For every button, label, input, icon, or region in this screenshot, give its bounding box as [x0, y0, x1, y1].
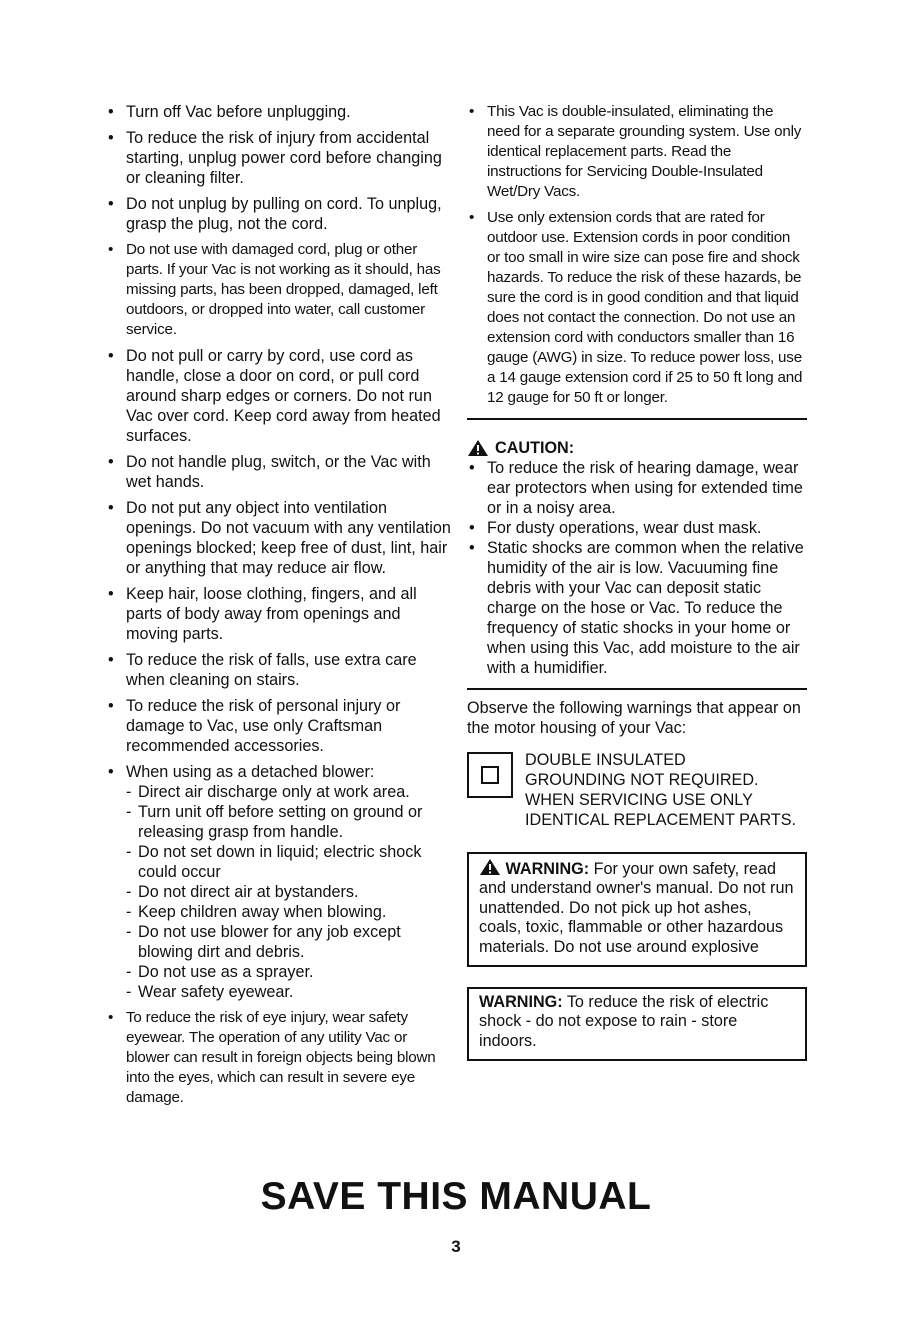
sublist-item: - Do not direct air at bystanders.: [126, 882, 451, 902]
double-insulated-icon: [467, 752, 513, 798]
list-item: • Keep hair, loose clothing, fingers, and all parts of body away from openings and moving parts.: [106, 584, 451, 644]
sublist-item: - Do not set down in liquid; electric shock could occur: [126, 842, 451, 882]
observe-text: Observe the following warnings that appear on the motor housing of your Vac:: [467, 699, 801, 737]
warning-text: To reduce the risk of electric shock - do not expose to rain - store indoors.: [479, 993, 769, 1050]
sublist-item: - Direct air discharge only at work area.: [126, 782, 451, 802]
list-item: • Turn off Vac before unplugging.: [106, 102, 451, 122]
warning-triangle-icon: [467, 439, 489, 457]
shock-warning-box: [467, 987, 807, 1061]
right-column: [467, 102, 807, 1061]
warning-box: [467, 852, 807, 967]
blower-intro: • When using as a detached blower:: [126, 763, 375, 781]
sublist-item: - Do not use blower for any job except blowing dirt and debris.: [126, 922, 451, 962]
safety-list: [106, 102, 451, 1108]
warning-label: WARNING:: [479, 993, 563, 1012]
list-item: • To reduce the risk of injury from accidental starting, unplug power cord before changing or cleaning filter.: [106, 128, 451, 188]
list-item: • Do not use with damaged cord, plug or other parts. If your Vac is not working as it should, has missing parts, has been dropped, damaged, left outdoors, or dropped into water, call customer service.: [106, 240, 451, 340]
sublist-item: - Turn unit off before setting on ground or releasing grasp from handle.: [126, 802, 451, 842]
left-column: [106, 102, 451, 1114]
sublist-item: - Do not use as a sprayer.: [126, 962, 451, 982]
list-item: • Use only extension cords that are rated for outdoor use. Extension cords in poor condition or too small in wire size can pose fire and shock hazards. To reduce the risk of these hazards, be sure the cord is in good condition and that liquid does not contact the connection. Do not use an extension cord with conductors smaller than 16 gauge (AWG) in size. To reduce power loss, use a 14 gauge extension cord if 25 to 50 ft long and 12 gauge for 50 ft or longer.: [467, 208, 807, 408]
warning-text: For your own safety, read and understand owner's manual. Do not run unattended. Do not pick up hot ashes, coals, toxic, flammable or other hazardous materials. Do not use around explosive: [479, 860, 794, 956]
sublist-item: - Wear safety eyewear.: [126, 982, 451, 1002]
warning-label: WARNING:: [505, 860, 590, 878]
list-item: • This Vac is double-insulated, eliminating the need for a separate grounding system. Use only identical replacement parts. Read the instructions for Servicing Double-Insulated Wet/Dry Vacs.: [467, 102, 807, 202]
caution-label: CAUTION:: [495, 439, 575, 457]
list-item: • To reduce the risk of falls, use extra care when cleaning on stairs.: [106, 650, 451, 690]
list-item: • To reduce the risk of hearing damage, wear ear protectors when using for extended time or in a noisy area.: [467, 458, 807, 518]
caution-heading: [467, 438, 807, 458]
divider: [467, 688, 807, 690]
list-item: • For dusty operations, wear dust mask.: [467, 518, 807, 538]
double-insulated-text: DOUBLE INSULATED GROUNDING NOT REQUIRED. WHEN SERVICING USE ONLY IDENTICAL REPLACEMENT PARTS.: [525, 751, 797, 829]
list-item: • To reduce the risk of personal injury or damage to Vac, use only Craftsman recommended accessories.: [106, 696, 451, 756]
list-item: • Do not unplug by pulling on cord. To unplug, grasp the plug, not the cord.: [106, 194, 451, 234]
blower-list-item: [106, 762, 451, 1002]
insulation-list: [467, 102, 807, 408]
list-item: • Do not pull or carry by cord, use cord as handle, close a door on cord, or pull cord around sharp edges or corners. Do not run Vac over cord. Keep cord away from heated surfaces.: [106, 346, 451, 446]
warning-triangle-icon: [479, 858, 501, 876]
save-manual-title: SAVE THIS MANUAL: [260, 1175, 652, 1218]
list-item: • Static shocks are common when the relative humidity of the air is low. Vacuuming fine debris with your Vac can deposit static charge on the hose or Vac. To reduce the frequency of static shocks in your home or when using this Vac, add moisture to the air with a humidifier.: [467, 538, 807, 678]
double-insulated-label: [467, 750, 807, 830]
caution-list: [467, 458, 807, 678]
sublist-item: - Keep children away when blowing.: [126, 902, 451, 922]
blower-sublist: [126, 782, 451, 1002]
divider: [467, 418, 807, 420]
page-number: 3: [451, 1237, 461, 1256]
list-item: • To reduce the risk of eye injury, wear safety eyewear. The operation of any utility Vac or blower can result in foreign objects being blown into the eyes, which can result in severe eye damage.: [106, 1008, 451, 1108]
list-item: • Do not put any object into ventilation openings. Do not vacuum with any ventilation openings blocked; keep free of dust, lint, hair or anything that may reduce air flow.: [106, 498, 451, 578]
list-item: • Do not handle plug, switch, or the Vac with wet hands.: [106, 452, 451, 492]
